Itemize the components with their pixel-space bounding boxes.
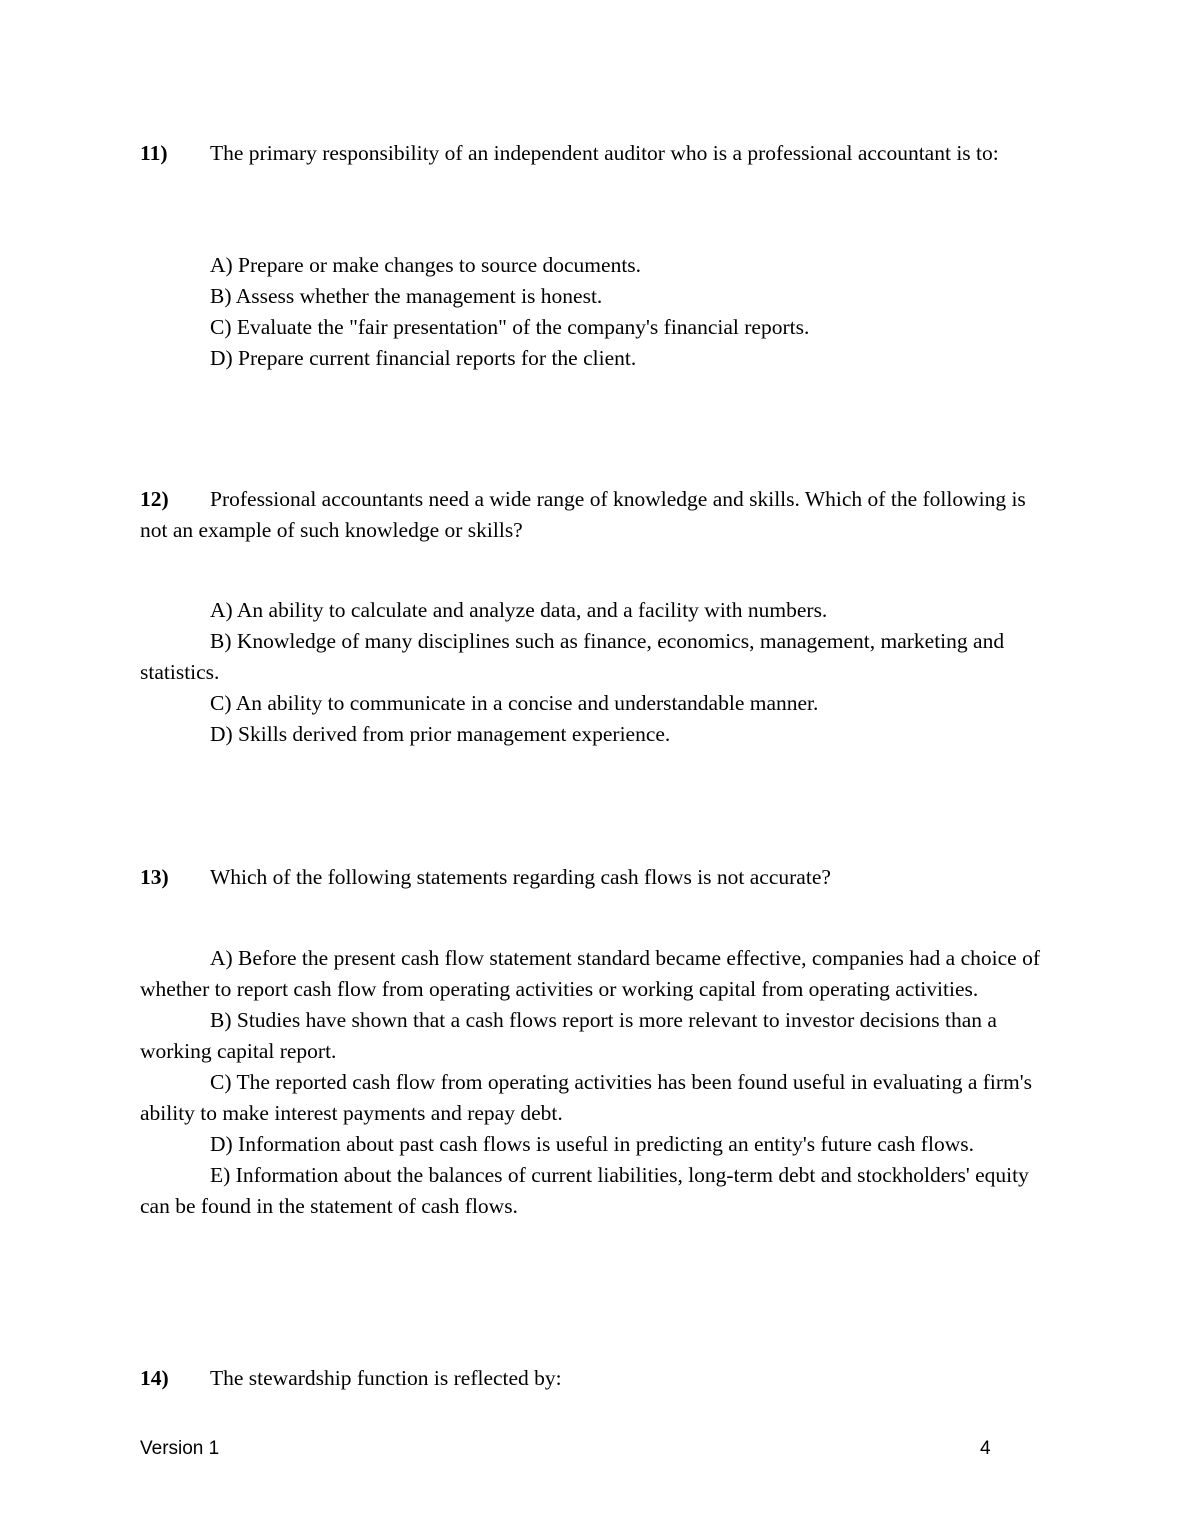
option-b: B) Knowledge of many disciplines such as finance, economics, management, marketing and statistics. [140, 629, 1005, 684]
question-text: The primary responsibility of an independent auditor who is a professional accountant is to: [210, 141, 999, 165]
options-11 [140, 250, 1052, 374]
options-12 [140, 595, 1052, 750]
question-11 [140, 138, 1052, 169]
question-number: 12) [140, 487, 169, 511]
question-12 [140, 484, 1052, 546]
option-a: A) An ability to calculate and analyze data, and a facility with numbers. [210, 598, 828, 622]
question-text: Which of the following statements regarding cash flows is not accurate? [210, 865, 831, 889]
option-d: D) Prepare current financial reports for the client. [210, 346, 637, 370]
question-14 [140, 1363, 1052, 1394]
question-number: 14) [140, 1366, 169, 1390]
option-c: C) An ability to communicate in a concise and understandable manner. [210, 691, 819, 715]
option-d: D) Information about past cash flows is useful in predicting an entity's future cash flows. [210, 1132, 974, 1156]
question-number: 11) [140, 141, 168, 165]
option-b: B) Assess whether the management is honest. [210, 284, 603, 308]
option-b: B) Studies have shown that a cash flows report is more relevant to investor decisions than a working capital report. [140, 1008, 997, 1063]
question-text: The stewardship function is reflected by: [210, 1366, 562, 1390]
page-number: 4 [980, 1438, 991, 1459]
option-d: D) Skills derived from prior management experience. [210, 722, 671, 746]
question-13 [140, 862, 1052, 893]
option-e: E) Information about the balances of current liabilities, long-term debt and stockholders' equity can be found in the statement of cash flows. [140, 1163, 1029, 1218]
footer-version: Version 1 [140, 1438, 220, 1459]
question-text: Professional accountants need a wide range of knowledge and skills. Which of the following is not an example of such knowledge or skills? [140, 487, 1026, 542]
option-c: C) The reported cash flow from operating activities has been found useful in evaluating a firm's ability to make interest payments and repay debt. [140, 1070, 1033, 1125]
option-c: C) Evaluate the "fair presentation" of the company's financial reports. [210, 315, 810, 339]
question-number: 13) [140, 865, 169, 889]
options-13 [140, 943, 1052, 1222]
option-a: A) Before the present cash flow statement standard became effective, companies had a choice of whether to report cash flow from operating activities or working capital from operating activities. [140, 946, 1040, 1001]
option-a: A) Prepare or make changes to source documents. [210, 253, 642, 277]
